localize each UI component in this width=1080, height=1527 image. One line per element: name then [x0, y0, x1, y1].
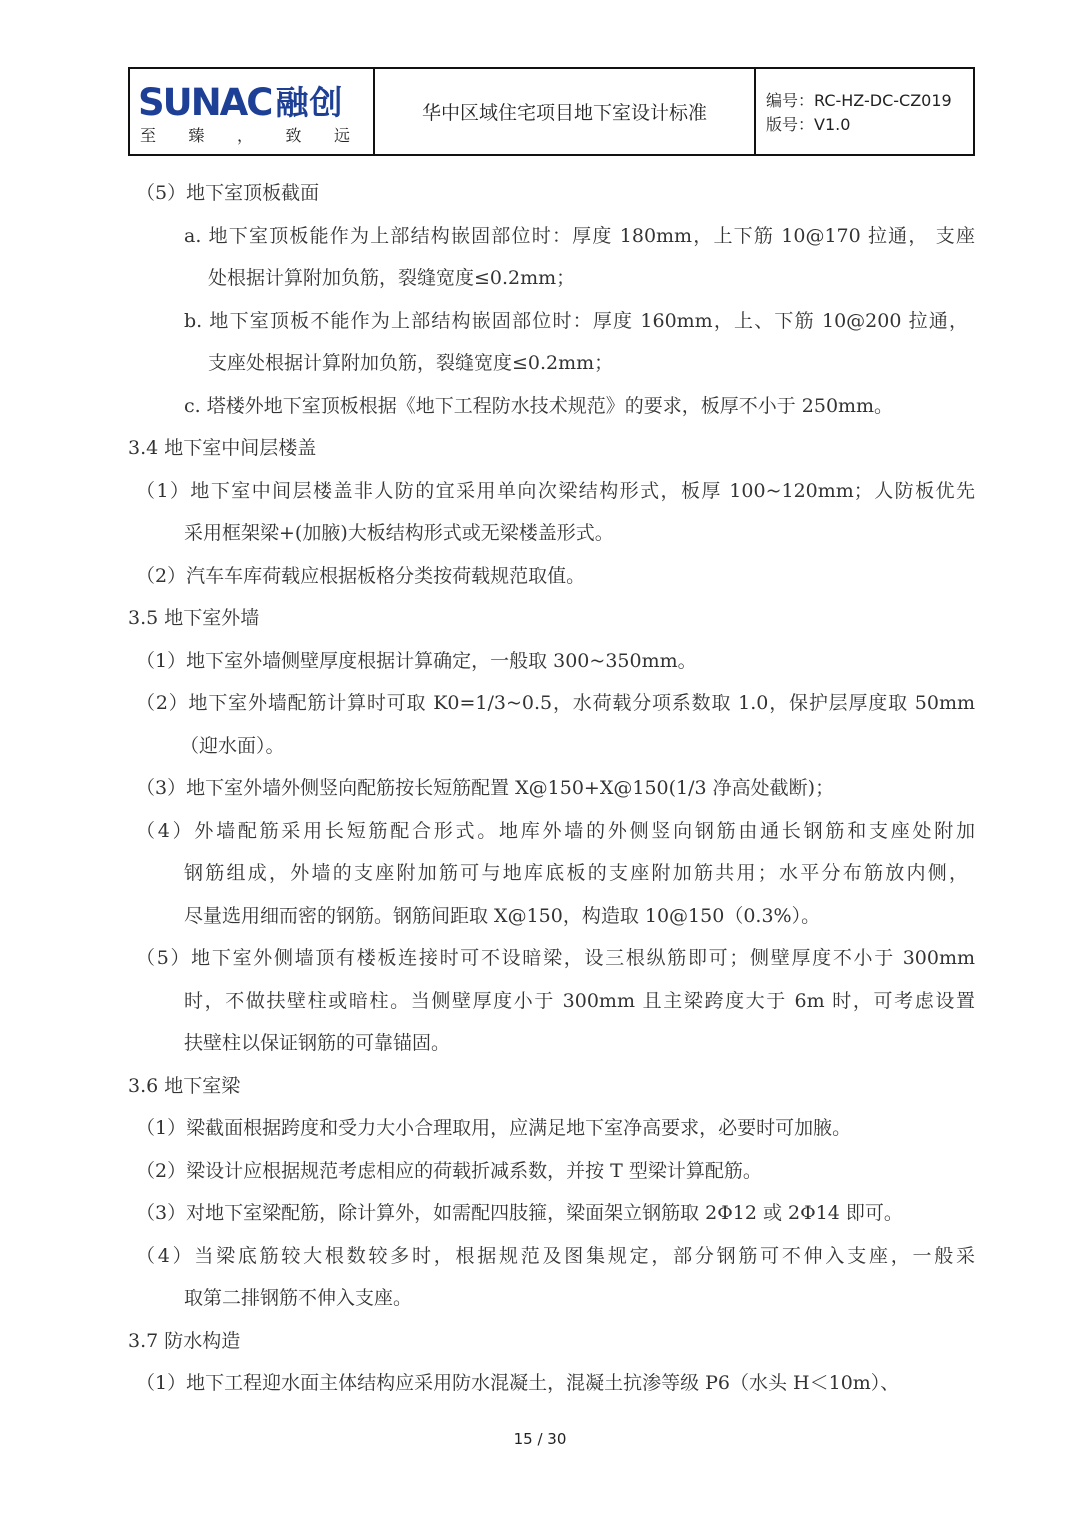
list-item: （1）地下工程迎水面主体结构应采用防水混凝土，混凝土抗渗等级 P6（水头 H＜10m）、: [136, 1372, 900, 1394]
list-item: b. 地下室顶板不能作为上部结构嵌固部位时：厚度 160mm，上、下筋 10@200 拉通，: [184, 310, 968, 332]
logo-slogan: [140, 123, 350, 146]
text-line: 处根据计算附加负筋，裂缝宽度≤0.2mm；: [208, 267, 576, 289]
list-item: （1）地下室外墙侧壁厚度根据计算确定，一般取 300~350mm。: [136, 650, 697, 672]
list-item: （5）地下室顶板截面: [136, 182, 320, 204]
list-item: （2）梁设计应根据规范考虑相应的荷载折减系数，并按 T 型梁计算配筋。: [136, 1160, 762, 1182]
text-line: 时，不做扶壁柱或暗柱。当侧壁厚度小于 300mm 且主梁跨度大于 6m 时，可考虑设置: [184, 990, 975, 1012]
document-meta: [756, 69, 973, 154]
company-logo: [138, 83, 343, 123]
list-item: （4）外墙配筋采用长短筋配合形式。地库外墙的外侧竖向钢筋由通长钢筋和支座处附加: [136, 820, 975, 842]
logo-cell: [130, 69, 375, 154]
list-item: （3）对地下室梁配筋，除计算外，如需配四肢箍，梁面架立钢筋取 2Φ12 或 2Φ14 即可。: [136, 1202, 903, 1224]
section-heading: 3.7 防水构造: [128, 1330, 241, 1352]
section-heading: 3.6 地下室梁: [128, 1075, 241, 1097]
list-item: （2）汽车车库荷载应根据板格分类按荷载规范取值。: [136, 565, 586, 587]
list-item: a. 地下室顶板能作为上部结构嵌固部位时：厚度 180mm，上下筋 10@170 拉通， 支座: [184, 225, 975, 247]
document-title: 华中区域住宅项目地下室设计标准: [375, 69, 756, 154]
document-version: 版号：V1.0: [766, 115, 851, 134]
list-item: （3）地下室外墙外侧竖向配筋按长短筋配置 X@150+X@150(1/3 净高处截断)；: [136, 777, 835, 799]
list-item: （1）梁截面根据跨度和受力大小合理取用，应满足地下室净高要求，必要时可加腋。: [136, 1117, 852, 1139]
list-item: （2）地下室外墙配筋计算时可取 K0=1/3~0.5，水荷载分项系数取 1.0，保护层厚度取 50mm: [136, 692, 975, 714]
page-number: 15 / 30: [513, 1430, 567, 1448]
text-line: （迎水面）。: [180, 735, 285, 757]
slogan-char: 至: [140, 126, 157, 145]
document-code: 编号：RC-HZ-DC-CZ019: [766, 91, 952, 110]
section-heading: 3.4 地下室中间层楼盖: [128, 437, 317, 459]
text-line: 采用框架梁+(加腋)大板结构形式或无梁楼盖形式。: [184, 522, 614, 544]
list-item: （1）地下室中间层楼盖非人防的宜采用单向次梁结构形式，板厚 100~120mm；人防板优先: [136, 480, 975, 502]
section-heading: 3.5 地下室外墙: [128, 607, 260, 629]
list-item: c. 塔楼外地下室顶板根据《地下工程防水技术规范》的要求，板厚不小于 250mm。: [184, 395, 894, 417]
slogan-char: 远: [333, 126, 350, 145]
slogan-char: ，: [236, 126, 253, 145]
list-item: （5）地下室外侧墙顶有楼板连接时可不设暗梁，设三根纵筋即可；侧壁厚度不小于 300mm: [136, 947, 975, 969]
text-line: 取第二排钢筋不伸入支座。: [184, 1287, 413, 1309]
text-line: 尽量选用细而密的钢筋。钢筋间距取 X@150，构造取 10@150（0.3%）。: [184, 905, 821, 927]
text-line: 扶壁柱以保证钢筋的可靠锚固。: [184, 1032, 451, 1054]
list-item: （4）当梁底筋较大根数较多时，根据规范及图集规定，部分钢筋可不伸入支座，一般采: [136, 1245, 975, 1267]
document-header: [128, 67, 975, 156]
logo-chinese-text: 融创: [275, 83, 344, 122]
text-line: 钢筋组成，外墙的支座附加筋可与地库底板的支座附加筋共用；水平分布筋放内侧，: [184, 862, 968, 884]
slogan-char: 致: [285, 126, 302, 145]
logo-latin-text: SUNAC: [138, 81, 272, 124]
slogan-char: 臻: [188, 126, 205, 145]
text-line: 支座处根据计算附加负筋，裂缝宽度≤0.2mm；: [208, 352, 614, 374]
